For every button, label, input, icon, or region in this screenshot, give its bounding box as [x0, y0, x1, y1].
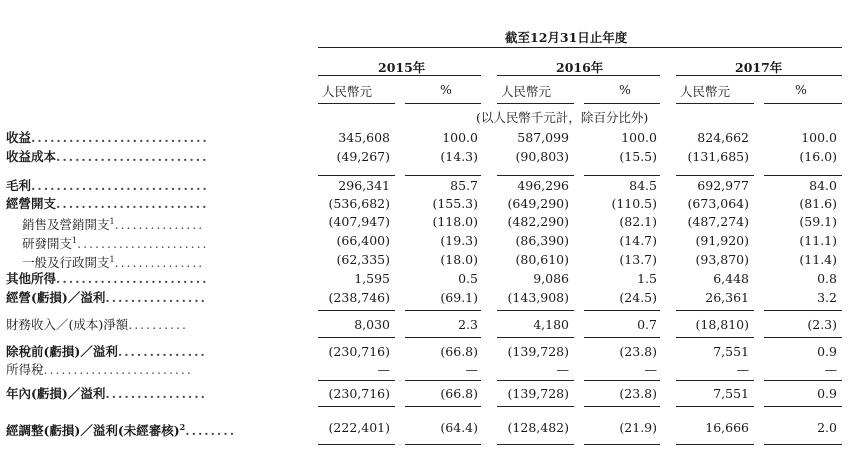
percent-cell: 84.0: [809, 178, 837, 193]
percent-cell: (69.1): [440, 290, 478, 305]
row-label: [6, 176, 209, 195]
percent-cell: 2.3: [458, 317, 478, 332]
amount-cell: 16,666: [705, 420, 749, 435]
row-label: [6, 360, 193, 379]
percent-cell: 100.0: [801, 130, 837, 145]
percent-cell: (66.8): [440, 386, 478, 401]
amount-cell: —: [736, 362, 749, 377]
amount-cell: 824,662: [697, 130, 749, 145]
row-label: [6, 269, 208, 288]
dot-leader: ........................: [56, 271, 209, 286]
percent-cell: 3.2: [817, 290, 837, 305]
row-label: [6, 128, 209, 147]
amount-cell: (91,920): [695, 233, 749, 248]
amount-cell: 7,551: [713, 344, 749, 359]
period-title: 截至12月31日止年度: [505, 30, 628, 45]
amount-cell: (487,274): [687, 214, 749, 229]
amount-cell: (86,390): [515, 233, 569, 248]
row-label-text: 一般及行政開支: [22, 255, 110, 271]
row-label-text: 收益: [6, 130, 32, 145]
amount-cell: 9,086: [533, 271, 569, 286]
amount-cell: 26,361: [705, 290, 749, 305]
col-currency-2015: 人民幣元: [322, 84, 373, 99]
amount-cell: 345,608: [338, 130, 390, 145]
amount-cell: (93,870): [695, 252, 749, 267]
row-label: [6, 315, 188, 334]
percent-cell: —: [824, 362, 837, 377]
amount-cell: (649,290): [507, 196, 569, 211]
percent-cell: (82.1): [619, 214, 657, 229]
row-label-text: 收益成本: [6, 149, 57, 164]
row-label-text: 除稅前(虧損)／溢利: [6, 344, 118, 359]
amount-cell: 587,099: [517, 130, 569, 145]
row-label-text: 毛利: [6, 178, 32, 193]
percent-cell: (23.8): [619, 386, 657, 401]
row-label: [6, 288, 207, 307]
row-label-text: 經營(虧損)／溢利: [6, 290, 106, 305]
amount-cell: (230,716): [328, 344, 390, 359]
percent-cell: (81.6): [799, 196, 837, 211]
footnote-marker: 1: [72, 236, 78, 245]
percent-cell: —: [465, 362, 478, 377]
amount-cell: —: [377, 362, 390, 377]
percent-cell: (23.8): [619, 344, 657, 359]
amount-cell: (18,810): [695, 317, 749, 332]
row-label-text: 其他所得: [6, 271, 57, 286]
amount-cell: (49,267): [336, 149, 390, 164]
percent-cell: (64.4): [440, 420, 478, 435]
percent-cell: (16.0): [799, 149, 837, 164]
amount-cell: (143,908): [507, 290, 569, 305]
percent-cell: (59.1): [799, 214, 837, 229]
row-label: [6, 418, 236, 440]
footnote-marker: 2: [179, 422, 186, 432]
footnote-marker: 1: [109, 217, 115, 226]
row-label: [6, 194, 208, 213]
amount-cell: (230,716): [328, 386, 390, 401]
amount-cell: 6,448: [713, 271, 749, 286]
row-label-text: 研發開支: [22, 236, 73, 252]
amount-cell: (66,400): [336, 233, 390, 248]
percent-cell: (11.1): [799, 233, 837, 248]
amount-cell: 4,180: [533, 317, 569, 332]
percent-cell: (110.5): [611, 196, 657, 211]
percent-cell: 2.0: [817, 420, 837, 435]
amount-cell: (238,746): [328, 290, 390, 305]
amount-cell: (482,290): [507, 214, 569, 229]
amount-cell: 8,030: [354, 317, 390, 332]
amount-cell: (139,728): [507, 386, 569, 401]
percent-cell: 0.5: [458, 271, 478, 286]
percent-cell: (66.8): [440, 344, 478, 359]
amount-cell: (139,728): [507, 344, 569, 359]
percent-cell: 0.8: [817, 271, 837, 286]
percent-cell: 100.0: [621, 130, 657, 145]
percent-cell: 84.5: [629, 178, 657, 193]
year-2017: 2017年: [735, 60, 783, 75]
footnote-marker: 1: [109, 255, 115, 264]
amount-cell: 496,296: [517, 178, 569, 193]
col-currency-2016: 人民幣元: [501, 84, 552, 99]
dot-leader: ................: [105, 290, 207, 305]
percent-cell: (14.7): [619, 233, 657, 248]
amount-cell: —: [556, 362, 569, 377]
percent-cell: (15.5): [619, 149, 657, 164]
percent-cell: (19.3): [440, 233, 478, 248]
amount-cell: 692,977: [697, 178, 749, 193]
amount-cell: (90,803): [515, 149, 569, 164]
row-label-text: 銷售及營銷開支: [22, 217, 110, 233]
dot-leader: .........................: [43, 362, 193, 377]
dot-leader: ...............: [114, 255, 205, 271]
dot-leader: ......................: [77, 236, 209, 252]
amount-cell: (222,401): [328, 420, 390, 435]
percent-cell: 85.7: [450, 178, 478, 193]
dot-leader: ........: [185, 423, 237, 439]
percent-cell: 0.9: [817, 344, 837, 359]
row-label-text: 經調整(虧損)／溢利(未經審核): [6, 423, 180, 439]
percent-cell: 1.5: [637, 271, 657, 286]
percent-cell: (21.9): [619, 420, 657, 435]
percent-cell: 0.7: [637, 317, 657, 332]
dot-leader: ..........: [128, 317, 188, 332]
unit-note: (以人民幣千元計，除百分比外): [476, 110, 649, 125]
year-2016: 2016年: [556, 60, 604, 75]
amount-cell: (536,682): [328, 196, 390, 211]
amount-cell: 7,551: [713, 386, 749, 401]
row-label-text: 財務收入／(成本)淨額: [6, 317, 129, 332]
percent-cell: (155.3): [432, 196, 478, 211]
col-currency-2017: 人民幣元: [680, 84, 731, 99]
amount-cell: (128,482): [507, 420, 569, 435]
dot-leader: ............................: [31, 178, 209, 193]
amount-cell: (131,685): [687, 149, 749, 164]
percent-cell: (118.0): [432, 214, 478, 229]
col-pct-2016: %: [619, 82, 631, 97]
dot-leader: ........................: [56, 149, 209, 164]
col-pct-2015: %: [440, 82, 452, 97]
percent-cell: 100.0: [442, 130, 478, 145]
percent-cell: (24.5): [619, 290, 657, 305]
dot-leader: ............................: [31, 130, 209, 145]
dot-leader: ..............: [117, 344, 207, 359]
dot-leader: ................: [105, 386, 207, 401]
row-label-text: 年內(虧損)／溢利: [6, 386, 106, 401]
percent-cell: (11.4): [799, 252, 837, 267]
col-pct-2017: %: [795, 82, 807, 97]
percent-cell: —: [644, 362, 657, 377]
amount-cell: (673,064): [687, 196, 749, 211]
row-label: [6, 342, 207, 361]
percent-cell: (2.3): [807, 317, 837, 332]
row-label: [6, 384, 207, 403]
year-2015: 2015年: [378, 60, 426, 75]
row-label: [6, 147, 208, 166]
amount-cell: 1,595: [354, 271, 390, 286]
percent-cell: (13.7): [619, 252, 657, 267]
row-label-text: 經營開支: [6, 196, 57, 211]
dot-leader: ........................: [56, 196, 209, 211]
percent-cell: 0.9: [817, 386, 837, 401]
amount-cell: 296,341: [338, 178, 390, 193]
amount-cell: (407,947): [328, 214, 390, 229]
amount-cell: (62,335): [336, 252, 390, 267]
dot-leader: ...............: [114, 217, 205, 233]
percent-cell: (18.0): [440, 252, 478, 267]
amount-cell: (80,610): [515, 252, 569, 267]
percent-cell: (14.3): [440, 149, 478, 164]
row-label-text: 所得稅: [6, 362, 44, 377]
